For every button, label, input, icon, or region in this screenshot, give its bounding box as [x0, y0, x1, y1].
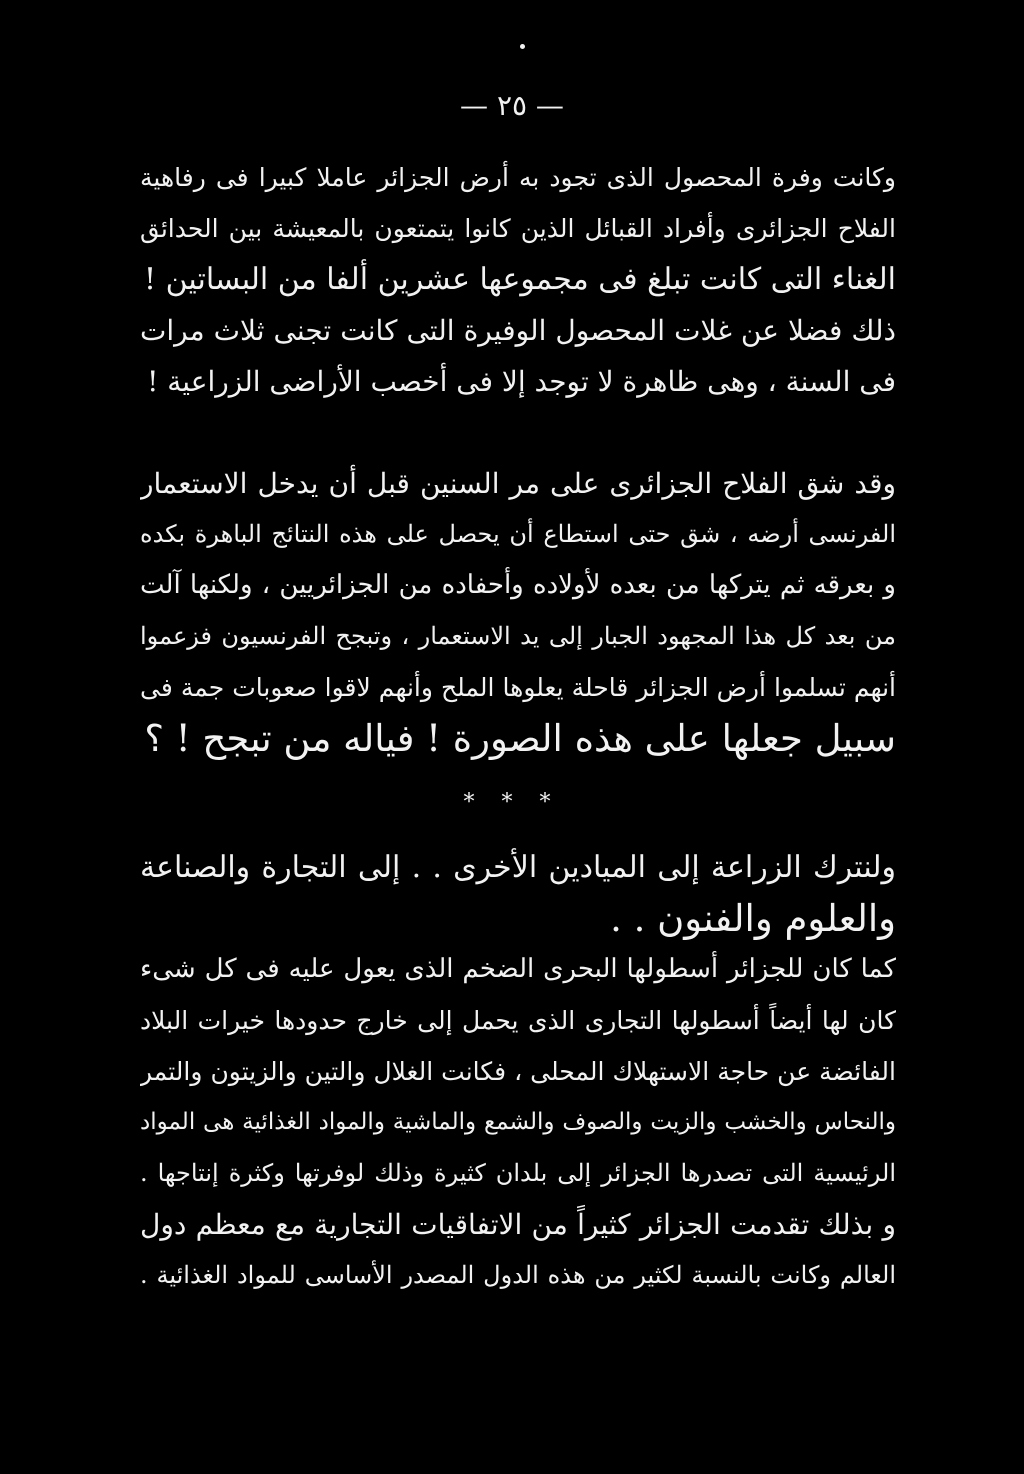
text-line: ولنترك الزراعة إلى الميادين الأخرى . . إلى التجارة والصناعة [140, 850, 896, 885]
text-line: الفائضة عن حاجة الاستهلاك المحلى ، فكانت الغلال والتين والزيتون والتمر [140, 1057, 896, 1086]
text-line: فى السنة ، وهى ظاهرة لا توجد إلا فى أخصب الأراضى الزراعية ! [147, 365, 896, 398]
text-line: الفرنسى أرضه ، شق حتى استطاع أن يحصل على هذه النتائج الباهرة بكده [140, 520, 896, 548]
top-dot [520, 44, 525, 49]
text-line: و بعرقه ثم يتركها من بعده لأولاده وأحفاده من الجزائريين ، ولكنها آلت [140, 570, 896, 600]
text-line: من بعد كل هذا المجهود الجبار إلى يد الاستعمار ، وتبجح الفرنسيون فزعموا [140, 622, 896, 650]
text-line: والنحاس والخشب والزيت والصوف والشمع والماشية والمواد الغذائية هى المواد [140, 1109, 896, 1135]
text-line: والعلوم والفنون . . [610, 897, 896, 940]
page-number: — ٢٥ — [460, 89, 564, 122]
text-line: الرئيسية التى تصدرها الجزائر إلى بلدان كثيرة وذلك لوفرتها وكثرة إنتاجها . [140, 1159, 896, 1187]
paragraph-2 [140, 458, 896, 764]
text-line: الغناء التى كانت تبلغ فى مجموعها عشرين ألفا من البساتين ! [144, 262, 896, 297]
paragraph-3 [140, 842, 896, 1301]
text-line: كما كان للجزائر أسطولها البحرى الضخم الذى يعول عليه فى كل شىء [140, 954, 896, 984]
section-separator: * * * [463, 790, 561, 815]
text-line: العالم وكانت بالنسبة لكثير من هذه الدول المصدر الأساسى للمواد الغذائية . [140, 1261, 896, 1289]
text-line: ذلك فضلا عن غلات المحصول الوفيرة التى كانت تجنى ثلاث مرات [140, 314, 896, 347]
text-line: وقد شق الفلاح الجزائرى على مر السنين قبل أن يدخل الاستعمار [140, 467, 896, 500]
paragraph-1 [140, 152, 896, 407]
text-line: سبيل جعلها على هذه الصورة ! فياله من تبجح ! ؟ [144, 717, 896, 760]
text-line: أنهم تسلموا أرض الجزائر قاحلة يعلوها الملح وأنهم لاقوا صعوبات جمة فى [140, 673, 896, 702]
text-line: وكانت وفرة المحصول الذى تجود به أرض الجزائر عاملا كبيرا فى رفاهية [140, 163, 896, 192]
text-line: و بذلك تقدمت الجزائر كثيراً من الاتفاقيات التجارية مع معظم دول [140, 1208, 896, 1241]
text-line: الفلاح الجزائرى وأفراد القبائل الذين كانوا يتمتعون بالمعيشة بين الحدائق [140, 214, 896, 243]
text-line: كان لها أيضاً أسطولها التجارى الذى يحمل إلى خارج حدودها خيرات البلاد [140, 1006, 896, 1035]
